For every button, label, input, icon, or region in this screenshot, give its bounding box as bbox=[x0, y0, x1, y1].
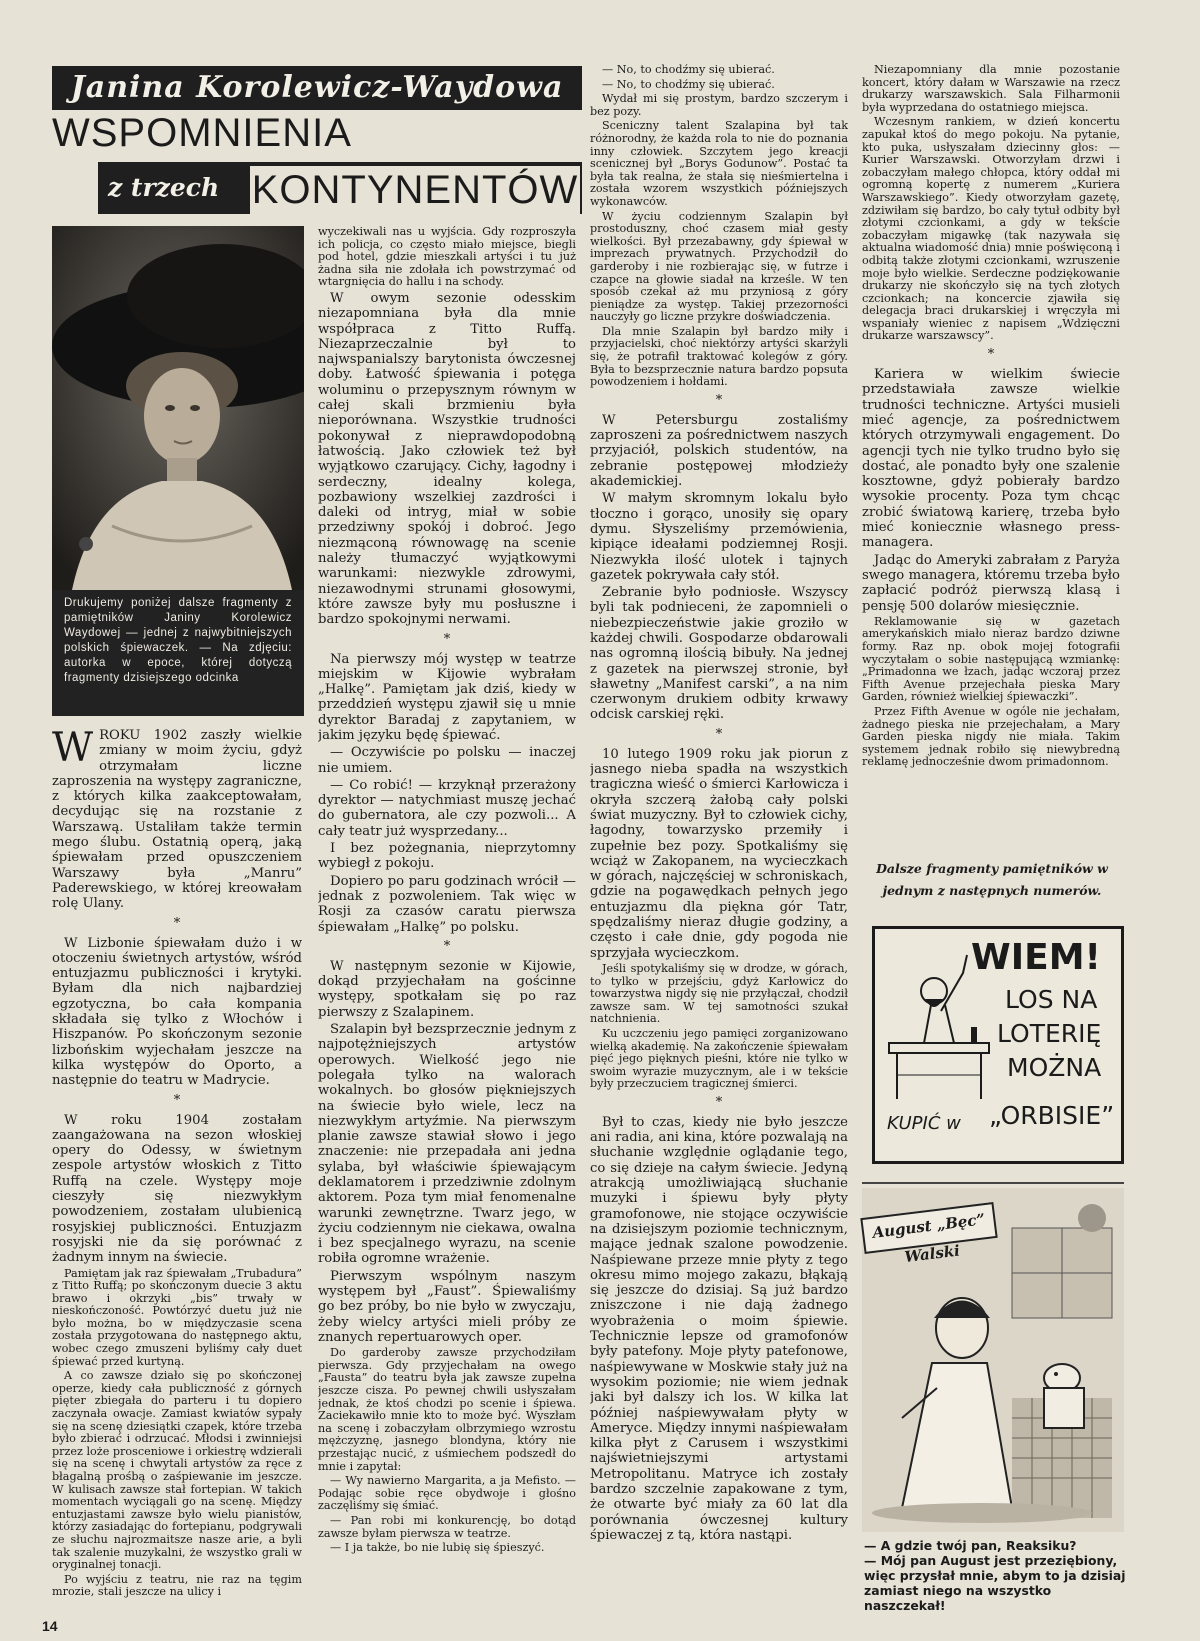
portrait-illustration bbox=[52, 226, 304, 590]
col2-paragraph: Szalapin był bezsprzecznie jednym z najpotężniejszych artystów operowych. Wielkość jego nie polegała tylko na walorach wokalnych. bo głosów piękniejszych na świecie było wiele, lecz na niezwykłym artyźmie. Na pierwszym planie zawsze stawiał słowo i jego znaczenie: nie przepadała ani jedna sylaba, był właściwie śpiewającym deklamatorem i przedziwnie zdolnym aktorem. Poza tym miał fenomenalne warunki zewnętrzne. Twarz jego, w życiu codziennym nie ciekawa, owalna i bez specjalnego wyrazu, na scenie robiła ogromne wrażenie. bbox=[318, 1022, 576, 1267]
separator-star: * bbox=[987, 347, 995, 363]
col2-paragraph: W następnym sezonie w Kijowie, dokąd przyjechałam na gościnne występy, spotkałam się po raz pierwszy z Szalapinem. bbox=[318, 958, 576, 1020]
col1-paragraph: A co zawsze działo się po skończonej operze, kiedy cała publiczność z górnych pięter zbiegała do parteru i tu dopiero zaczynała owacje. Zamiast kwiatów sypały się na scenę dziesiątki czapek, które trzeba było zbierać i odrzucać. Młodsi i zwinniejsi przez loże prosceniowe i orkiestrę wdzierali się na scenę i chwytali artystów za ręce z błagalną prośbą o zaśpiewanie im jeszcze. W kulisach zawsze stał fortepian. W takich momentach wyciągali go na scenę. Między entuzjastami zawsze było wielu pianistów, którzy zasiadając do fortepianu, podgrywali ze słuchu najrozmaitsze nasze arie, a byli tak szalenie muzykalni, że wszystko grali w oryginalnej tonacji. bbox=[52, 1369, 302, 1572]
col3-paragraph: 10 lutego 1909 roku jak piorun z jasnego nieba spadła na wszystkich tragiczna wieść o śmierci Karłowicza i okryła szczerą żałobą cały polski świat muzyczny. Był to człowiek cichy, łagodny, towarzysko przemiły i zupełnie bez pozy. Spotkaliśmy się wciąż w Zakopanem, na wycieczkach w górach, najczęściej w schroniskach, gdzie na pogawędkach pełnych jego entuzjazmu dla piękna gór Tatr, spędzaliśmy nieraz długie godziny, a często i całe dnie, gdy pogoda nie sprzyjała wycieczkom. bbox=[590, 746, 848, 961]
col1-paragraph: Po wyjściu z teatru, nie raz na tęgim mrozie, stali jeszcze na ulicy i bbox=[52, 1572, 302, 1599]
col3-paragraph: Ku uczczeniu jego pamięci zorganizowano wielką akademię. Na zakończenie śpiewałam pięć jego pięknych pieśni, które nie tylko w swoim wyrazie muzycznym, ale i w tekście były przeczuciem tragicznej śmierci. bbox=[590, 1026, 848, 1091]
ad-line-wiem: WIEM! bbox=[971, 937, 1101, 978]
separator-star: * bbox=[443, 631, 451, 647]
col4-paragraph: Reklamowanie się w gazetach amerykańskich miało nieraz bardzo dziwne formy. Raz np. obok mojej fotografii wyczytałam o sobie następującą wzmiankę: „Primadonna we łzach, jadąc wczoraj przez Fifth Avenue przejechała pieska Mary Garden, również wielkiej śpiewaczki”. bbox=[862, 614, 1120, 704]
col3-paragraph: Dla mnie Szalapin był bardzo miły i przyjacielski, choć niektórzy artyści skarżyli się, że potrafił traktować kolegów z góry. Była to bezsprzecznie natura bardzo popsuta powodzeniem i hołdami. bbox=[590, 324, 848, 389]
col2-paragraph: — Co robić! — krzyknął przerażony dyrektor — natychmiast muszę jechać do gubernatora, ale czy pozwoli... A cały teatr już wysprzedany... bbox=[318, 777, 576, 839]
separator-star: * bbox=[715, 726, 723, 742]
ad-line-orbis: „ORBISIE” bbox=[989, 1101, 1115, 1130]
lottery-ad bbox=[872, 926, 1124, 1164]
col3-paragraph: Był to czas, kiedy nie było jeszcze ani radia, ani kina, które pozwalają na słuchanie względnie oglądanie tego, co się dzieje na całym świecie. Jedyną atrakcją umożliwiającą słuchanie muzyki i śpiewu były płyty gramofonowe, nie stojące oczywiście na dzisiejszym poziomie technicznym, mające jednak szalone powodzenie. Naśpiewane przeze mnie płyty z tego okresu mimo mojego zakazu, błąkają się jeszcze do dzisiaj. Są już bardzo zniszczone i nie dają żadnego wyobrażenia o moim śpiewie. Technicznie lepsze od gramofonów były patefony. Moje płyty patefonowe, naśpiewywane w Moskwie stały już na wysokim poziomie; nie wiem jednak jaki był dalszy ich los. W kilka lat później naśpiewywałam płyty w Ameryce. Między innymi naśpiewałam kilka płyt z Carusem i wszystkimi najświetniejszymi artystami Metropolitanu. Matryce ich zostały bardzo szczelnie zapakowane z tym, że otwarte być miały za 60 lat dla porównania ówczesnej kultury śpiewaczej z tą, która nastąpi. bbox=[590, 1114, 848, 1543]
col2-paragraph: wyczekiwali nas u wyjścia. Gdy rozproszyła ich policja, co często miało miejsce, biegli pod hotel, gdzie mieszkali artyści i tu już żadna siła nie zdołała ich powstrzymać od wtargnięcia do hallu i na schody. bbox=[318, 226, 576, 289]
col2-paragraph: Dopiero po paru godzinach wrócił — jednak z pozwoleniem. Tak więc w Rosji za czasów caratu pierwsza śpiewałam „Halkę” po polsku. bbox=[318, 873, 576, 935]
ad-line-loterie: LOTERIĘ bbox=[997, 1019, 1102, 1048]
col2-paragraph: W owym sezonie odesskim niezapomniana była dla mnie współpraca z Titto Ruffą. Niezaprzeczalnie był to najwspanialszy barytonista ówczesnej doby. Łatwość śpiewania i potęga woluminu o przepysznym równym w całej skali brzmieniu była nieporównana. Wszystkie trudności pokonywał z nieprawdopodobną łatwością. Jako człowiek też był wyjątkowo czarujący. Cichy, łagodny i serdeczny, idealny kolega, pozbawiony wszelkiej zazdrości i daleki od intryg, miał w sobie przedziwny spokój i dobroć. Jego niezmąconą równowagę na scenie należy tłumaczyć wyjątkowymi warunkami: niezwykle zdrowymi, niezawodnymi strunami głosowymi, które zawsze były mu posłuszne i bardzo spokojnymi nerwami. bbox=[318, 290, 576, 628]
continuation-note: Dalsze fragmenty pamiętników w jednym z następnych numerów. bbox=[876, 861, 1108, 898]
cartoon-caption bbox=[864, 1538, 1126, 1613]
col3-paragraph: Sceniczny talent Szalapina był tak różnorodny, że każda rola to nie do poznania inny człowiek. Szczytem jego kreacji scenicznej był „Borys Godunow”. Postać ta była tak realna, że stała się nieśmiertelna i została wzorem wszystkich późniejszych wykonawców. bbox=[590, 119, 848, 208]
col1-paragraph: ROKU 1902 zaszły wielkie zmiany w moim życiu, gdyż otrzymałam liczne zaproszenia na występy zagraniczne, z których kilka zaakceptowałam, decydując się na rozstanie z Warszawą. Ustaliłam także termin mego ślubu. Ostatnią operą, jaką śpiewałam przed opuszczeniem Warszawy była „Manru” Paderewskiego, w której kreowałam rolę Ulany. bbox=[52, 728, 302, 912]
col1-paragraph: W Lizbonie śpiewałam dużo i w otoczeniu świetnych artystów, wśród entuzjazmu publiczności i krytyki. Byłam dla nich najbardziej egzotyczna, bo cała kompania składała się tylko z Włochów i Hiszpanów. Po skończonym sezonie lizbońskim wyjechałam jeszcze na kilka występów do Oporto, a następnie do teatru w Madrycie. bbox=[52, 935, 302, 1089]
title-kontynentow: KONTYNENTÓW bbox=[251, 168, 579, 212]
column-1 bbox=[52, 728, 302, 1618]
col3-paragraph: Jeśli spotykaliśmy się w drodze, w górach, to tylko w przejściu, gdyż Karłowicz do towarzystwa nigdy się nie przyłączał, chodził zawsze sam. W tej samotności szukał natchnienia. bbox=[590, 961, 848, 1026]
col1-paragraph: Pamiętam jak raz śpiewałam „Trubadura” z Titto Ruffą; po skończonym duecie 3 aktu brawo i okrzyki „bis” trwały w nieskończoność. Powtórzyć duetu już nie było można, bo w międzyczasie scena została przygotowana do następnego aktu, wobec czego zmuszeni byliśmy cały duet śpiewać przed kurtyną. bbox=[52, 1266, 302, 1368]
separator-star: * bbox=[715, 1094, 723, 1110]
column-4 bbox=[862, 64, 1120, 844]
col2-paragraph: Na pierwszy mój występ w teatrze miejskim w Kijowie wybrałam „Halkę”. Pamiętam jak dziś, kiedy w przeddzień występu zjawił się u mnie dyrektor Baradaj z zapytaniem, w jakim języku będę śpiewać. bbox=[318, 651, 576, 743]
cartoon-title: August „Bęc” Walski bbox=[860, 1202, 997, 1254]
author-photo bbox=[52, 226, 304, 590]
col3-paragraph: Wydał mi się prostym, bardzo szczerym i bez pozy. bbox=[590, 92, 848, 118]
col2-paragraph: — Wy nawierno Margarita, a ja Mefisto. — Podając sobie ręce obydwoje i głośno zaczęliśmy się śmiać. bbox=[318, 1474, 576, 1513]
col3-paragraph: W Petersburgu zostaliśmy zaproszeni za pośrednictwem naszych przyjaciół, polskich studentów, na zebranie postępowej młodzieży akademickiej. bbox=[590, 412, 848, 490]
drop-cap: W bbox=[52, 728, 94, 771]
col3-paragraph: — No, to chodźmy się ubierać. bbox=[602, 77, 775, 91]
col4-paragraph: Niezapomniany dla mnie pozostanie koncert, który dałam w Warszawie na rzecz drukarzy warszawskich. Sala Filharmonii była wyprzedana do ostatniego miejsca. bbox=[862, 64, 1120, 114]
separator-star: * bbox=[173, 1092, 181, 1108]
column-3 bbox=[590, 64, 848, 1620]
separator-star: * bbox=[173, 915, 181, 931]
photo-caption: Drukujemy poniżej dalsze fragmenty z pamiętników Janiny Korolewicz Waydowej — jednej z najwybitniejszych polskich śpiewaczek. — Na zdjęciu: autorka w epoce, której dotyczą fragmenty dzisiejszego odcinka bbox=[52, 590, 304, 716]
col2-paragraph: I bez pożegnania, nieprzytomny wybiegł z pokoju. bbox=[318, 841, 576, 872]
col1-paragraph: W roku 1904 zostałam zaangażowana na sezon włoskiej opery do Odessy, w świetnym zespole artystów włoskich z Titto Ruffą na czele. Występy moje cieszyły się niezwykłym powodzeniem, zostałam ulubienicą rosyjskiej publiczności. Entuzjazm rosyjski nie da się porównać z żadnym innym na świecie. bbox=[52, 1112, 302, 1266]
ad-line-kupic: KUPIĆ w bbox=[887, 1113, 961, 1134]
separator-star: * bbox=[715, 392, 723, 408]
col2-paragraph: Do garderoby zawsze przychodziłam pierwsza. Gdy przyjechałam na owego „Fausta” do teatru była jak zawsze zupełna jeszcze cisza. Po pewnej chwili usłyszałam jednak, że ktoś chodzi po scenie i śpiewa. Zaciekawiło mnie kto to może być. Wyszłam na scenę i zobaczyłam olbrzymiego wzrostu mężczyznę, jasnego blondyna, który nie przestając nucić, z uśmiechem podszedł do mnie i zapytał: bbox=[318, 1346, 576, 1473]
col4-paragraph: Przez Fifth Avenue w ogóle nie jechałam, żadnego pieska nie przejechałam, a Mary Garden pieska nigdy nie miała. Takim systemem jednak robiło się niewybredną reklamę jednocześnie dwom primadonnom. bbox=[862, 704, 1120, 769]
author-name: Janina Korolewicz-Waydowa bbox=[52, 66, 582, 110]
cartoon-caption-line-1: — A gdzie twój pan, Reaksiku? bbox=[864, 1538, 1077, 1553]
cartoon-caption-line-2: — Mój pan August jest przeziębiony, więc przysłał mnie, abym to ja dzisiaj zamiast niego na wszystko naszczekał! bbox=[864, 1553, 1126, 1613]
col4-paragraph: Kariera w wielkim świecie przedstawiała zawsze wielkie trudności techniczne. Artyści musieli mieć agencje, za pośrednictwem których otrzymywali engagement. Do agencji tych nie tylko trudno było się dostać, ale ponadto były one szalenie kosztowne, gdyż pobierały bardzo wysokie procenty. Poza tym chcąc zrobić światową karierę, trzeba było mieć koniecznie własnego press-managera. bbox=[862, 367, 1120, 551]
page-number: 14 bbox=[42, 1618, 58, 1634]
col4-paragraph: Wczesnym rankiem, w dzień koncertu zapukał ktoś do mego pokoju. Na pytanie, kto puka, usłyszałam dziecinny głos: — Kurier Warszawski. Otworzyłam drzwi i zobaczyłam małego chłopca, który oddał mi ogromną kopertę z numerem „Kuriera Warszawskiego”. Kiedy otworzyłam gazetę, zdziwiłam się bardzo, bo cały tytuł odbity był złotymi czcionkami, a gdy w tekście zobaczyłam migawkę (tak nazywała się aktualna wiadomość dnia) mnie poświęconą i odbitą także złotymi czcionkami, wzruszenie moje było wielkie. Serdeczne podziękowanie drukarzy nie skończyło się na tych złotych czcionkach; na koncercie zjawiła się delegacja braci drukarskiej i wręczyła mi wspaniały wieniec z napisem „Wdzięczni drukarze warszawscy”. bbox=[862, 115, 1120, 343]
ad-line-mozna: MOŻNA bbox=[1007, 1053, 1102, 1082]
col3-paragraph: W małym skromnym lokalu było tłoczno i gorąco, unosiły się opary dymu. Słyszeliśmy przemówienia, kipiące ideałami podziemnej Rosji. Niezwykła ilość ulotek i tajnych gazetek pokrywała cały stół. bbox=[590, 491, 848, 583]
title-z-trzech: z trzech bbox=[108, 173, 220, 202]
col3-paragraph: — No, to chodźmy się ubierać. bbox=[602, 64, 775, 76]
col2-paragraph: Pierwszym wspólnym naszym występem był „Faust”. Śpiewaliśmy go bez próby, bo nie było w zwyczaju, żeby wielcy artyści mieli próby ze znanych repertuarowych oper. bbox=[318, 1268, 576, 1345]
col2-paragraph: — Pan robi mi konkurencję, bo dotąd zawsze byłam pierwsza w teatrze. bbox=[318, 1513, 576, 1540]
divider-rule bbox=[862, 1182, 1124, 1184]
separator-star: * bbox=[443, 938, 451, 954]
col4-paragraph: Jadąc do Ameryki zabrałam z Paryża swego managera, któremu trzeba było zapłacić podróż pierwszą klasą i pensję 500 dolarów miesięcznie. bbox=[862, 552, 1120, 614]
col3-paragraph: Zebranie było podniosłe. Wszyscy byli tak podnieceni, że zapomnieli o niebezpieczeństwie jakie groziło w każdej chwili. Gospodarze obdarowali nas ogromną ilością bibuły. Na jednej z gazetek na pierwszej stronie, był sławetny „Manifest carski”, a na nim czerwonym drukiem odbity krwawy odcisk carskiej ręki. bbox=[590, 585, 848, 723]
column-2 bbox=[318, 226, 576, 1616]
title-wspomnienia: WSPOMNIENIA bbox=[52, 111, 352, 155]
col2-paragraph: — I ja także, bo nie lubię się śpieszyć. bbox=[330, 1541, 545, 1555]
col3-paragraph: W życiu codziennym Szalapin był prostoduszny, choć czasem miał gesty wielkości. Był przezabawny, gdy śpiewał w imprezach prywatnych. Przychodził do garderoby i nie rozbierając się, w futrze i czapce na głowie siadał na krześle. W ten sposób czekał aż mu przyniosą z góry pieniądze za występ. Takiej przezorności nauczyły go liczne przykre doświadczenia. bbox=[590, 209, 848, 324]
col2-paragraph: — Oczywiście po polsku — inaczej nie umiem. bbox=[318, 745, 576, 776]
ad-line-los: LOS NA bbox=[1005, 985, 1098, 1014]
